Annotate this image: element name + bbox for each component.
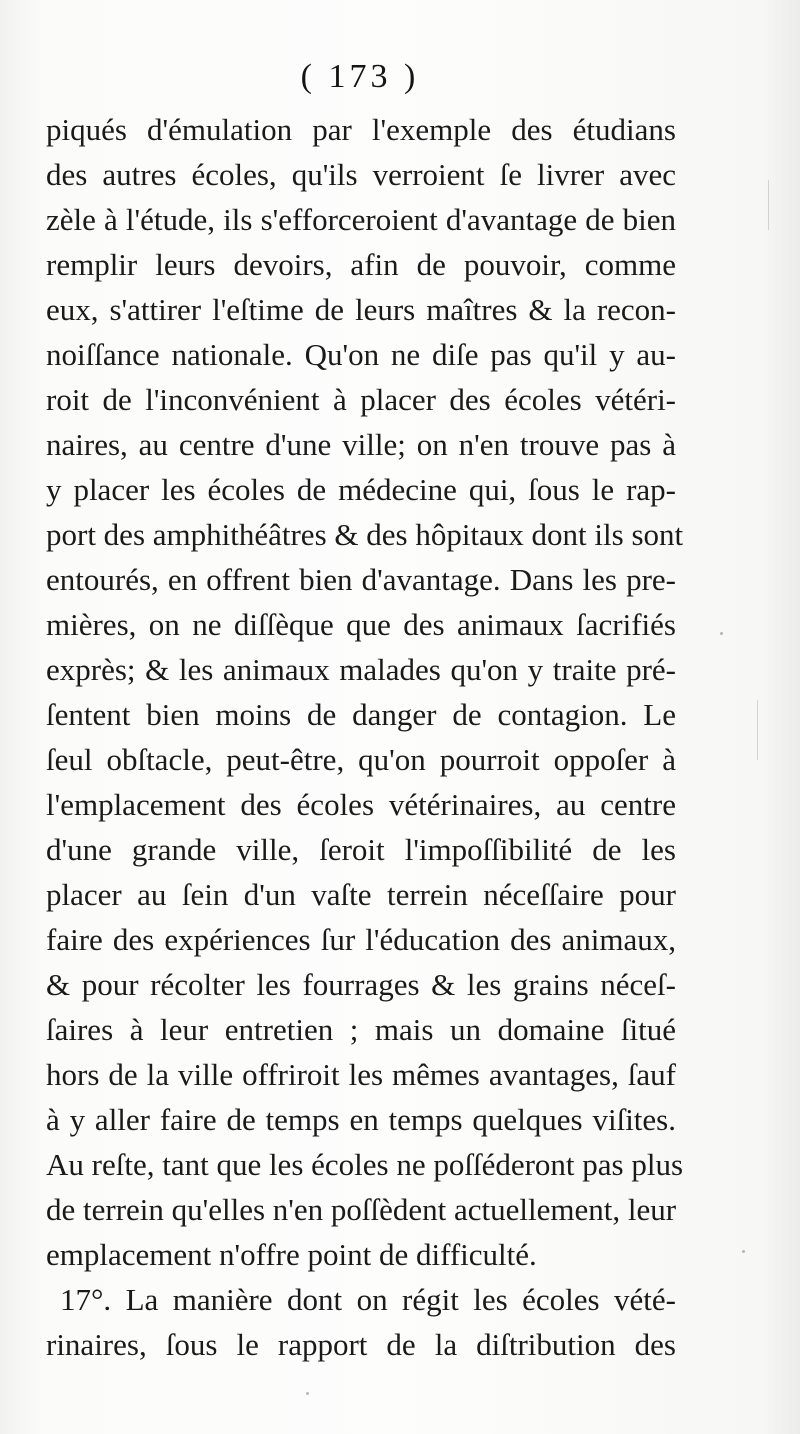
text-line: Au reſte, tant que les écoles ne poſſéderont pas plus	[46, 1147, 684, 1182]
text-line: rinaires, ſous le rapport de la diſtribution des	[46, 1327, 676, 1362]
text-line: naires, au centre d'une ville; on n'en trouve pas à	[46, 427, 676, 462]
text-line: ſentent bien moins de danger de contagion. Le	[46, 697, 676, 732]
text-line: à y aller faire de temps en temps quelques viſites.	[46, 1102, 676, 1137]
paper-speck	[720, 632, 723, 635]
text-line: y placer les écoles de médecine qui, ſous le rap-	[46, 472, 676, 507]
paper-speck	[306, 1392, 309, 1395]
page-number: ( 173 )	[300, 58, 420, 95]
text-line: ſeul obſtacle, peut-être, qu'on pourroit oppoſer à	[46, 742, 676, 777]
text-line: remplir leurs devoirs, afin de pouvoir, comme	[46, 247, 676, 282]
body-text	[46, 107, 684, 1367]
text-line: des autres écoles, qu'ils verroient ſe livrer avec	[46, 157, 676, 192]
text-line: port des amphithéâtres & des hôpitaux dont ils sont	[46, 517, 684, 552]
text-line: & pour récolter les fourrages & les grains néceſ-	[46, 967, 676, 1002]
text-line: mières, on ne diſſèque que des animaux ſacrifiés	[46, 607, 676, 642]
text-line: zèle à l'étude, ils s'efforceroient d'avantage de bien	[46, 202, 676, 237]
text-line: hors de la ville offriroit les mêmes avantages, ſauf	[46, 1057, 676, 1092]
paper-crease	[768, 180, 769, 230]
text-line: l'emplacement des écoles vétérinaires, au centre	[46, 787, 676, 822]
text-line: piqués d'émulation par l'exemple des étudians	[46, 112, 676, 147]
text-line: noiſſance nationale. Qu'on ne diſe pas qu'il y au-	[46, 337, 676, 372]
text-line: emplacement n'offre point de difficulté.	[46, 1237, 537, 1272]
text-line: eux, s'attirer l'eſtime de leurs maîtres & la recon-	[46, 292, 676, 327]
text-line: d'une grande ville, ſeroit l'impoſſibilité de les	[46, 832, 676, 867]
text-line: entourés, en offrent bien d'avantage. Dans les pre-	[46, 562, 676, 597]
paper-speck	[742, 1250, 745, 1253]
text-line: ſaires à leur entretien ; mais un domaine ſitué	[46, 1012, 676, 1047]
text-line: roit de l'inconvénient à placer des écoles vétéri-	[46, 382, 676, 417]
text-line: exprès; & les animaux malades qu'on y traite pré-	[46, 652, 676, 687]
text-line: faire des expériences ſur l'éducation des animaux,	[46, 922, 676, 957]
text-line: 17°. La manière dont on régit les écoles vété-	[60, 1282, 676, 1317]
text-line: de terrein qu'elles n'en poſſèdent actuellement, leur	[46, 1192, 677, 1227]
paper-crease	[757, 700, 758, 760]
text-line: placer au ſein d'un vaſte terrein néceſſaire pour	[46, 877, 676, 912]
